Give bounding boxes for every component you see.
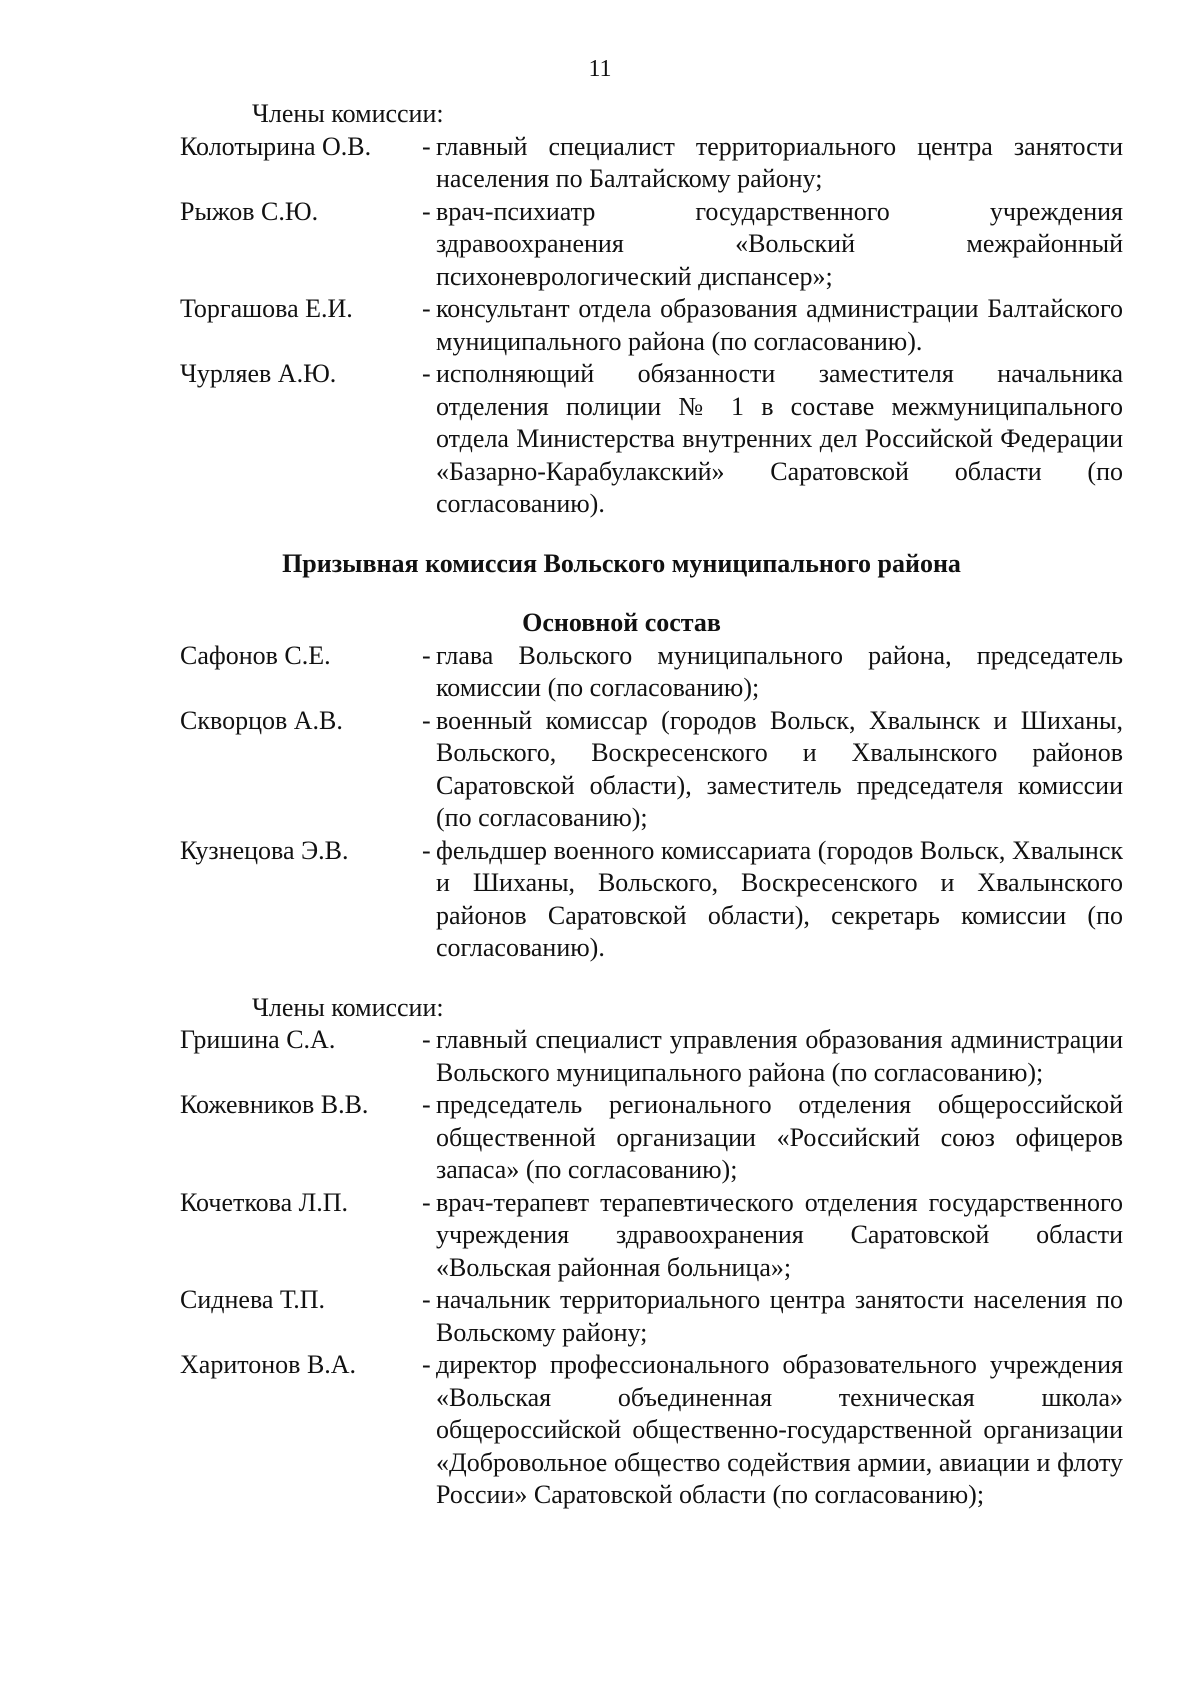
dash: - <box>422 196 431 226</box>
member-position: консультант отдела образования администрации Балтайского муниципального района (по согласованию). <box>436 294 1123 356</box>
member-name: Скворцов А.В. <box>180 705 343 735</box>
commission-entry <box>180 196 1123 294</box>
member-position: глава Вольского муниципального района, председатель комиссии (по согласованию); <box>436 640 1123 702</box>
commission-entry <box>180 705 1123 835</box>
member-name: Торгашова Е.И. <box>180 294 353 323</box>
dash: - <box>422 294 431 323</box>
commission-entry <box>180 1089 1123 1187</box>
dash: - <box>422 1350 431 1379</box>
dash: - <box>422 1090 431 1119</box>
member-name: Рыжов С.Ю. <box>180 196 319 226</box>
dash: - <box>422 640 431 670</box>
member-name: Сиднева Т.П. <box>180 1285 325 1314</box>
page-number: 11 <box>588 56 612 82</box>
commission-entry <box>180 131 1123 196</box>
section-title: Призывная комиссия Вольского муниципального района <box>282 548 961 578</box>
commission-entry <box>180 640 1123 705</box>
dash: - <box>422 1285 431 1314</box>
commission-entry <box>180 1284 1123 1349</box>
commission-entry <box>180 1187 1123 1285</box>
member-position: фельдшер военного комиссариата (городов Вольск, Хвалынск и Шиханы, Вольского, Воскресенского и Хвалынского районов Саратовской области), секретарь комиссии (по согласованию). <box>436 835 1123 962</box>
member-name: Чурляев А.Ю. <box>180 359 337 388</box>
dash: - <box>422 131 431 161</box>
member-position: врач-терапевт терапевтического отделения государственного учреждения здравоохранения Саратовской области «Вольская районная больница»; <box>436 1187 1123 1282</box>
member-name: Гришина С.А. <box>180 1025 336 1054</box>
dash: - <box>422 1025 431 1054</box>
member-position: начальник территориального центра занятости населения по Вольскому району; <box>436 1285 1123 1347</box>
members-heading: Члены комиссии: <box>252 99 444 128</box>
dash: - <box>422 835 431 865</box>
spacer <box>180 965 1123 992</box>
commission-entry <box>180 293 1123 358</box>
member-name: Кожевников В.В. <box>180 1090 369 1119</box>
member-position: врач-психиатр государственного учреждения здравоохранения «Вольский межрайонный психоневрологический диспансер»; <box>436 196 1123 291</box>
member-position: председатель регионального отделения общероссийской общественной организации «Российский союз офицеров запаса» (по согласованию); <box>436 1090 1123 1184</box>
members-heading: Члены комиссии: <box>252 992 444 1022</box>
commission-entry <box>180 1024 1123 1089</box>
commission-entry <box>180 358 1123 521</box>
member-name: Сафонов С.Е. <box>180 640 331 670</box>
dash: - <box>422 1187 431 1217</box>
commission-entry <box>180 835 1123 965</box>
dash: - <box>422 705 431 735</box>
commission-entry <box>180 1349 1123 1512</box>
member-name: Колотырина О.В. <box>180 131 372 161</box>
member-position: главный специалист территориального центра занятости населения по Балтайскому району; <box>436 131 1123 193</box>
member-name: Кузнецова Э.В. <box>180 835 349 865</box>
member-position: военный комиссар (городов Вольск, Хвалынск и Шиханы, Вольского, Воскресенского и Хвалынского районов Саратовской области), заместитель председателя комиссии (по согласованию); <box>436 705 1123 832</box>
dash: - <box>422 359 431 388</box>
member-position: главный специалист управления образования администрации Вольского муниципального района (по согласованию); <box>436 1025 1123 1087</box>
member-position: исполняющий обязанности заместителя начальника отделения полиции № 1 в составе межмуниципального отдела Министерства внутренних дел Российской Федерации «Базарно-Карабулакский» Саратовской области (по согласованию). <box>436 359 1123 518</box>
member-name: Харитонов В.А. <box>180 1350 357 1379</box>
document-content <box>180 98 1123 1512</box>
member-position: директор профессионального образовательного учреждения «Вольская объединенная техническая школа» общероссийской общественно-государственной организации «Добровольное общество содействия армии, авиации и флоту России» Саратовской области (по согласованию); <box>436 1350 1123 1509</box>
subsection-title: Основной состав <box>522 608 721 637</box>
member-name: Кочеткова Л.П. <box>180 1187 349 1217</box>
